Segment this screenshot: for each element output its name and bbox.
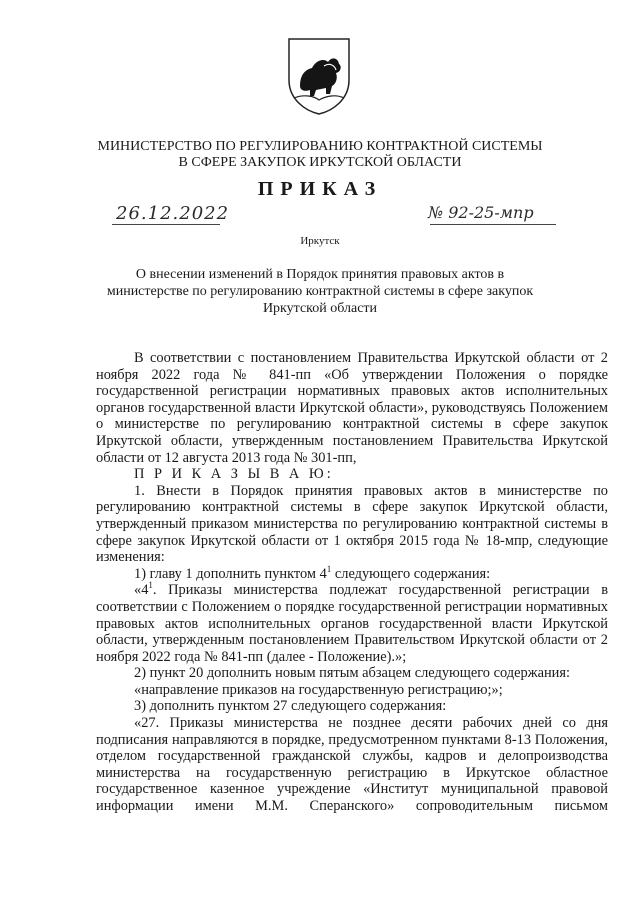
subject-line-3: Иркутской области (262, 301, 378, 316)
ministry-line-2: В СФЕРЕ ЗАКУПОК ИРКУТСКОЙ ОБЛАСТИ (178, 155, 462, 170)
order-subject (100, 266, 540, 317)
quote-3-paragraph: «27. Приказы министерства не позднее десяти рабочих дней со дня подписания направляются в порядке, предусмотренном пунктами 8-13 Положения, отделом государственной гражданской службы, кадров и делопроизводства министерства на государственную регистрацию в Иркутское областное государственное казенное учреждение «Институт муниципальной правовой информации имени М.М. Сперанского» сопроводительным письмом (96, 715, 608, 815)
quote-1-text: . Приказы министерства подлежат государственной регистрации в соответствии с Положением о порядке государственной регистрации нормативных правовых актов исполнительных органов государственной власти Иркутской области, утвержденным постановлением Правительством Иркутской области от 2 ноября 2022 года № 841-пп (далее - Положение).»; (96, 582, 608, 665)
subject-line-1: О внесении изменений в Порядок принятия правовых актов в (135, 267, 505, 282)
subitem-1 (96, 563, 608, 583)
subject-line-2: министерстве по регулированию контрактной системы в сфере закупок (106, 284, 534, 299)
document-type: ПРИКАЗ (257, 178, 383, 200)
order-date: 26.12.2022 (116, 203, 230, 224)
superscript: 1 (326, 563, 332, 574)
quote-1-paragraph (96, 582, 608, 665)
subitem-2: 2) пункт 20 дополнить новым пятым абзацем следующего содержания: (134, 665, 570, 682)
order-word: П Р И К А З Ы В А Ю: (134, 466, 334, 483)
date-underline (112, 224, 220, 225)
irkutsk-coat-of-arms-icon (286, 36, 352, 116)
quote-2-paragraph: «направление приказов на государственную регистрацию;»; (134, 681, 503, 698)
item-1-paragraph: 1. Внести в Порядок принятия правовых актов в министерстве по регулированию контрактной системы в сфере закупок Иркутской области, утвержденный приказом министерства по регулированию контрактной системы в сфере закупок Иркутской области от 1 октября 2015 года № 18-мпр, следующие изменения: (96, 482, 608, 566)
order-number: № 92-25-мпр (428, 203, 534, 222)
quote-1-start: «4 (134, 582, 149, 599)
ministry-name (0, 139, 640, 171)
subitem-1-tail: следующего содержания: (331, 565, 491, 582)
preamble-paragraph: В соответствии с постановлением Правительства Иркутской области от 2 ноября 2022 года № 841-пп «Об утверждении Положения о порядке государственной регистрации нормативных правовых актов исполнительных органов государственной власти Иркутской области», руководствуясь Положением о министерстве по регулированию контрактной системы в сфере закупок Иркутской области, утвержденным постановлением Правительства Иркутской области от 12 августа 2013 года № 301-пп, (96, 350, 608, 466)
order-body (96, 350, 608, 815)
subitem-1-text: 1) главу 1 дополнить пунктом 4 (134, 565, 327, 582)
subitem-3: 3) дополнить пунктом 27 следующего содержания: (134, 698, 447, 715)
number-underline (430, 224, 556, 225)
ministry-line-1: МИНИСТЕРСТВО ПО РЕГУЛИРОВАНИЮ КОНТРАКТНОЙ СИСТЕМЫ (97, 139, 543, 154)
superscript: 1 (148, 580, 153, 591)
city: Иркутск (300, 235, 340, 247)
